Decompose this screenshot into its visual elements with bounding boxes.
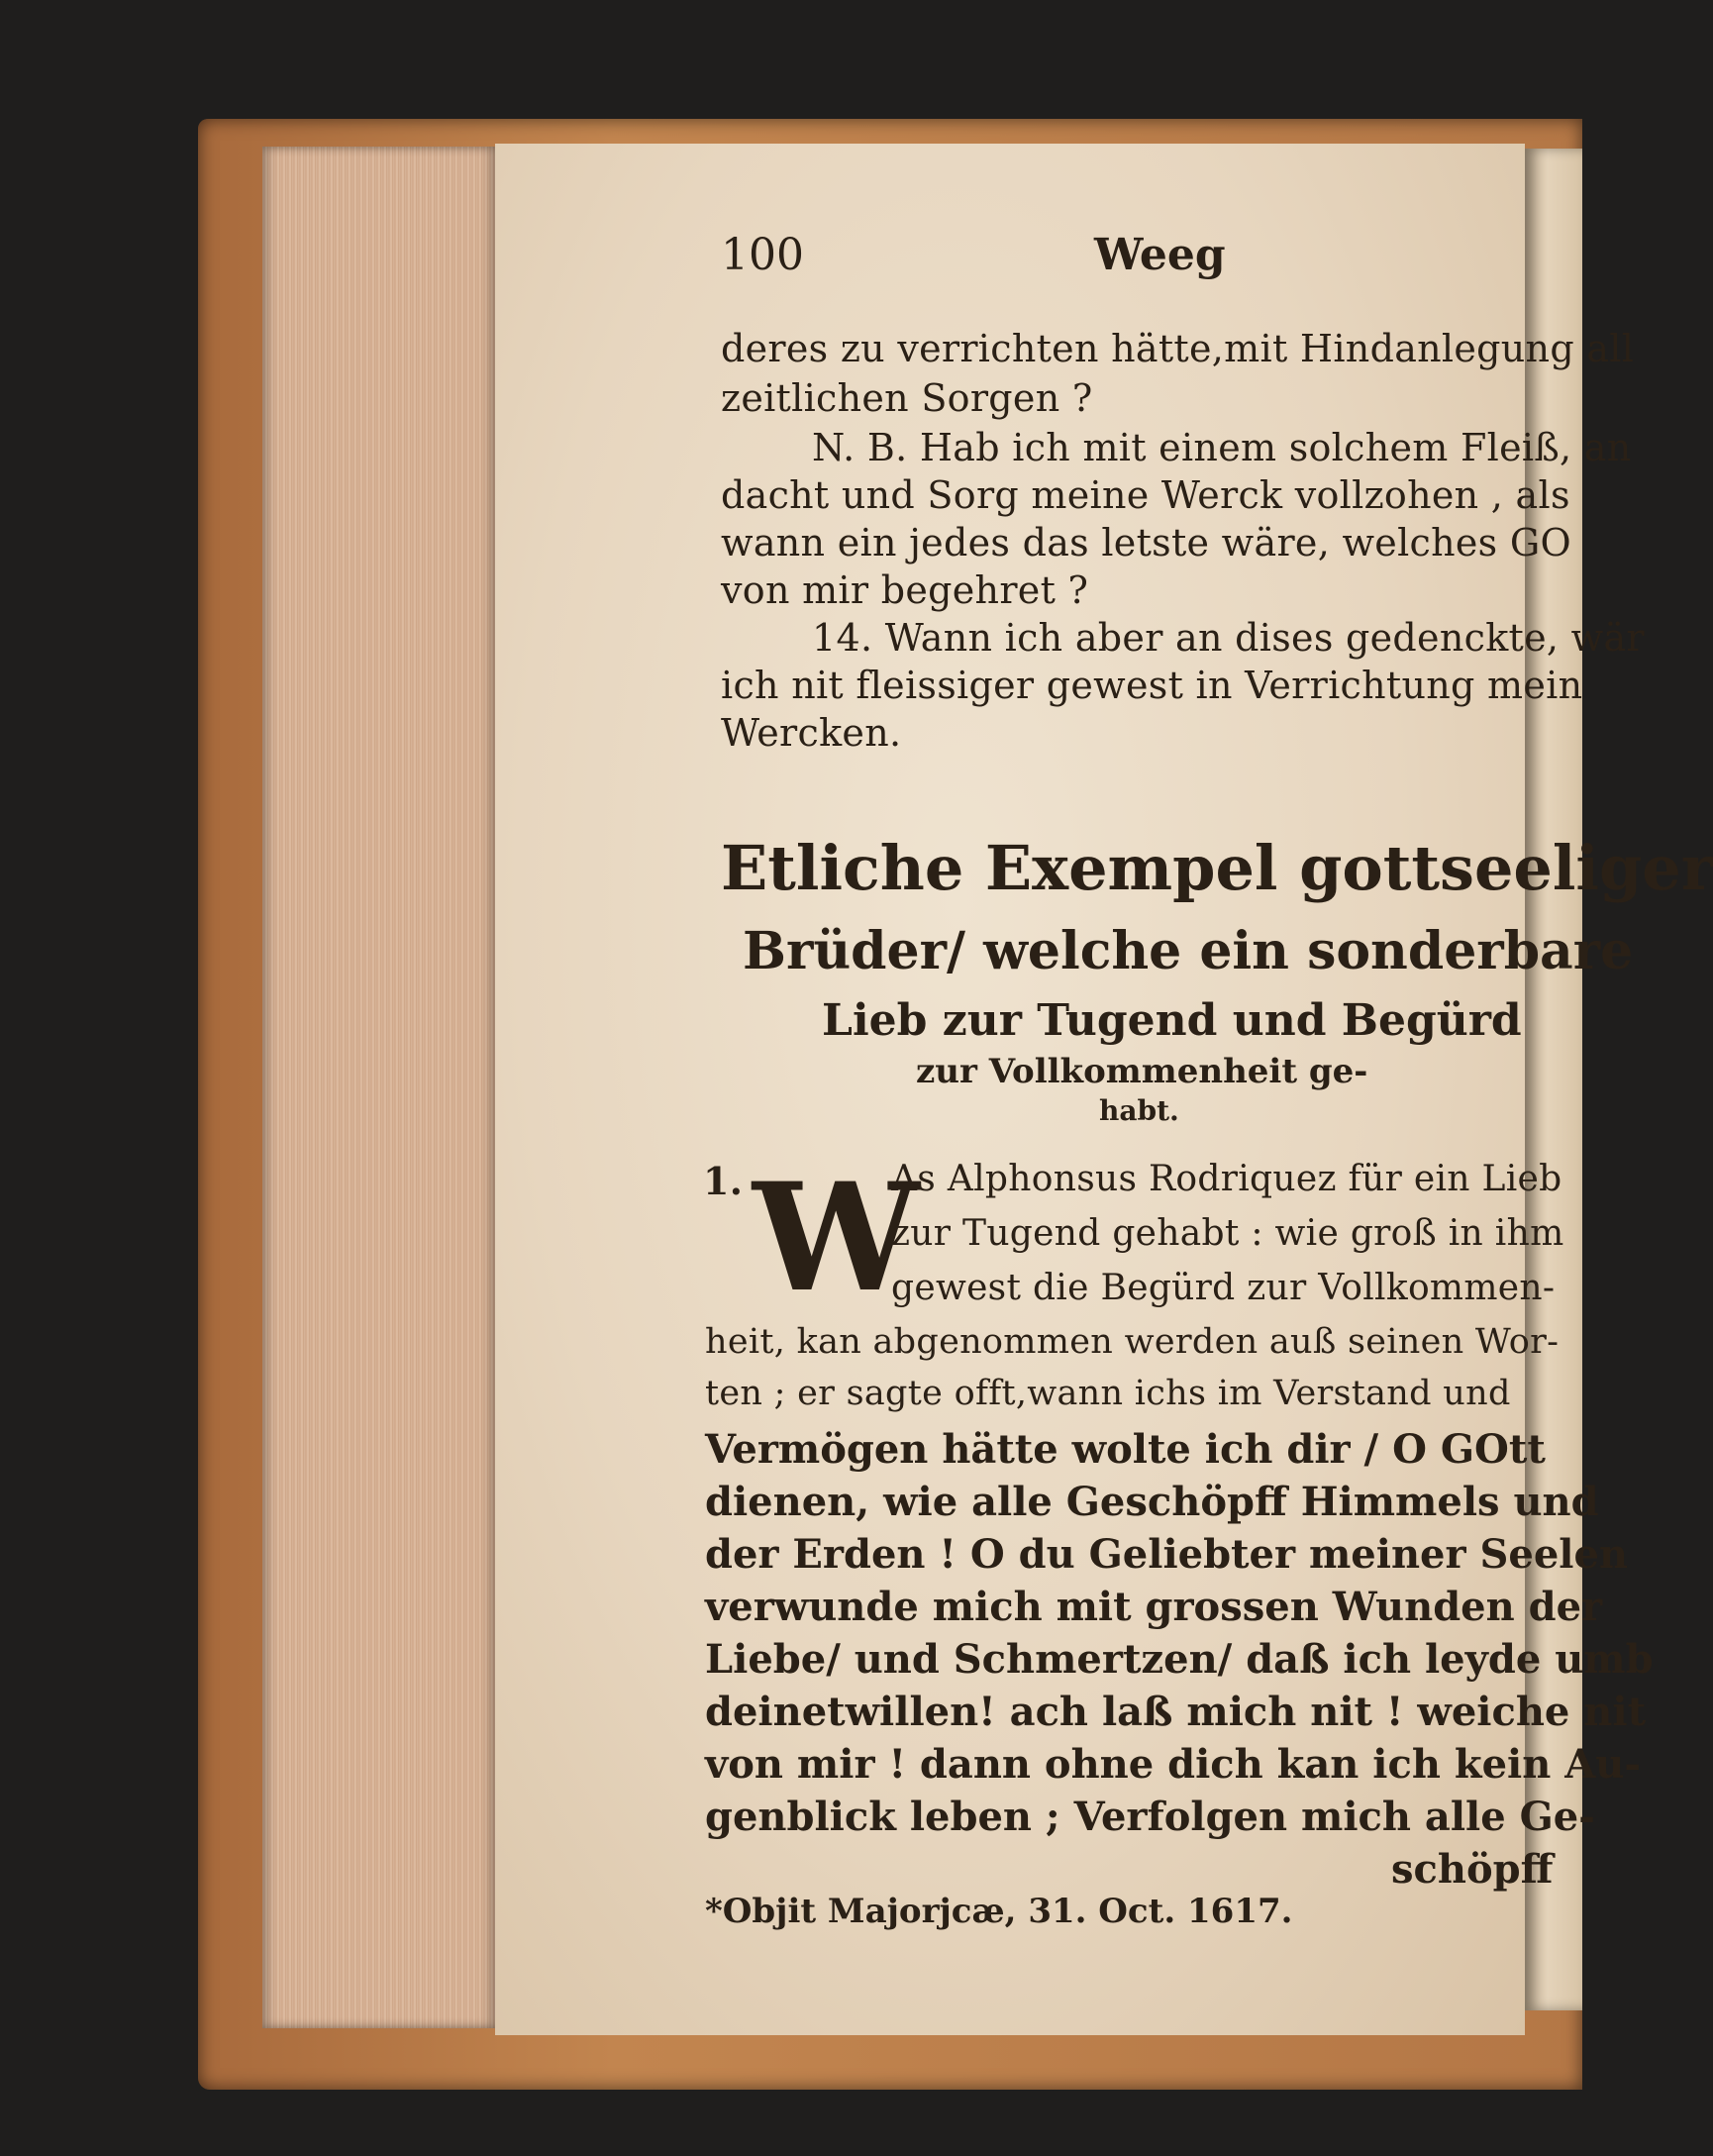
text-line: Wercken. [721,711,902,755]
text-line: genblick leben ; Verfolgen mich alle Ge- [705,1794,1595,1840]
text-line: Vermögen hätte wolte ich dir / O GOtt [705,1426,1546,1473]
section-title-line: Brüder/ welche ein sonderbare [743,921,1634,981]
footnote: *Objit Majorjcæ, 31. Oct. 1617. [705,1892,1293,1931]
text-line: gewest die Begürd zur Vollkommen- [891,1268,1556,1308]
text-line: wann ein jedes das letste wäre, welches GO [721,521,1571,565]
catchword: schöpff [1391,1846,1554,1893]
text-line: von mir begehret ? [721,568,1089,612]
section-title-line: zur Vollkommenheit ge- [916,1052,1368,1091]
text-line: deres zu verrichten hätte,mit Hindanlegung all [721,327,1635,370]
text-line: zeitlichen Sorgen ? [721,376,1093,420]
text-line: dienen, wie alle Geschöpff Himmels und [705,1479,1599,1525]
text-line: heit, kan abgenommen werden auß seinen Wor- [705,1322,1560,1362]
section-title-line: habt. [1099,1094,1179,1127]
text-line: ten ; er sagte offt,wann ichs im Verstand und [705,1374,1511,1413]
text-line: der Erden ! O du Geliebter meiner Seelen [705,1531,1628,1578]
page-number: 100 [721,230,804,280]
section-title-line: Etliche Exempel gottseeliger [721,832,1713,904]
running-head: Weeg [1094,230,1226,280]
drop-cap: W [753,1151,920,1325]
text-line: deinetwillen! ach laß mich nit ! weiche nit [705,1689,1647,1735]
text-line: As Alphonsus Rodriquez für ein Lieb [891,1159,1562,1199]
text-line: N. B. Hab ich mit einem solchem Fleiß, an [812,426,1632,469]
text-line: 14. Wann ich aber an dises gedenckte, wär [812,616,1645,660]
text-line: Liebe/ und Schmertzen/ daß ich leyde umb [705,1636,1654,1683]
text-line: von mir ! dann ohne dich kan ich kein Au- [705,1741,1641,1788]
text-line: ich nit fleissiger gewest in Verrichtung mein [721,664,1583,707]
paragraph-number: 1. [703,1159,744,1203]
section-title-line: Lieb zur Tugend und Begürd [822,995,1522,1046]
text-line: dacht und Sorg meine Werck vollzohen , als [721,473,1570,517]
text-line: verwunde mich mit grossen Wunden der [705,1584,1603,1630]
page-edges [262,147,495,2028]
text-line: zur Tugend gehabt : wie groß in ihm [891,1213,1564,1254]
